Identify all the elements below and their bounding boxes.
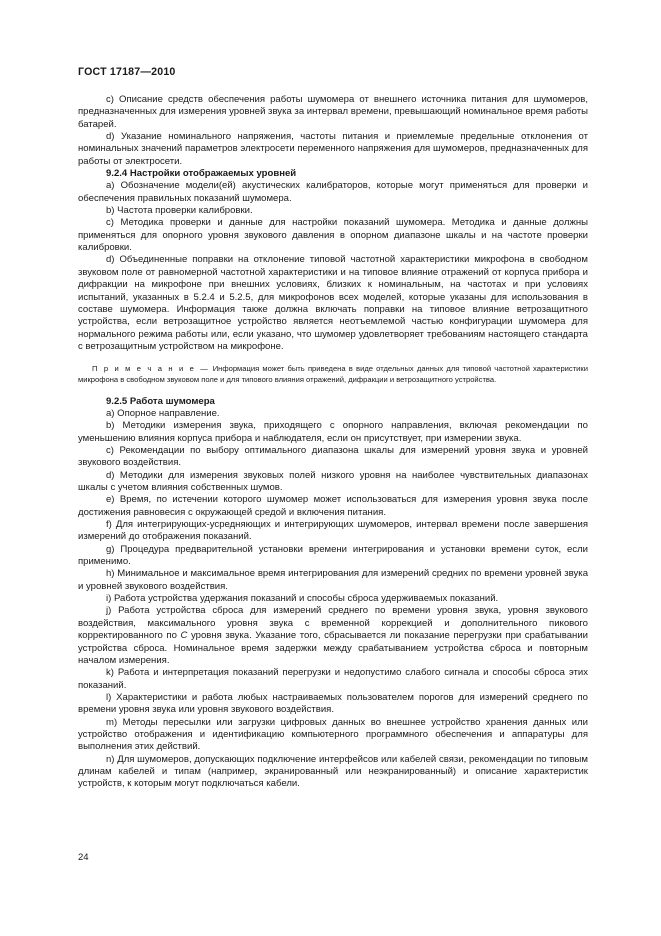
section-heading-9-2-5: 9.2.5 Работа шумомера <box>106 395 215 407</box>
section-heading-9-2-4: 9.2.4 Настройки отображаемых уровней <box>106 168 297 180</box>
item-j-text-start: j) Работа устройства сброса для измерений среднего по времени уровня звука, уровня звукового воздействия, максимального уровня звука с временной коррекцией и дополнительного пикового корректированного по <box>78 605 588 642</box>
item-m-data-transfer: m) Методы пересылки или загрузки цифровых данных во внешнее устройство хранения данных или устройство отображения и идентификацию компьютерного программного обеспечения и аппаратуры для выполнения этих действий. <box>78 716 588 753</box>
item-c-power: с) Описание средств обеспечения работы шумомера от внешнего источника питания для шумомеров, предназначенных для измерения уровней звука за интервал времени, превышающий номинальное время работы батарей. <box>78 94 588 130</box>
item-c-range: с) Рекомендации по выбору оптимального диапазона шкалы для измерений уровня звука и уровней звукового воздействия. <box>78 445 588 469</box>
note-text: Информация может быть приведена в виде отдельных данных для типовой частотной характеристики микрофона в свободном звуковом поле и для типового влияния отражений, дифракции и ветрозащитного устройства. <box>78 364 588 385</box>
item-j-text-end: уровня звука. Указание того, сбрасывается ли показание перегрузки при срабатывании устройства сброса. Номинальное время задержки между срабатыванием устройства сброса и повторным началом измерения. <box>78 630 588 666</box>
note <box>78 363 588 385</box>
item-k-overload: k) Работа и интерпретация показаний перегрузки и недопустимо слабого сигнала и способы сброса этих показаний. <box>78 667 588 691</box>
item-b-methods: b) Методики измерения звука, приходящего с опорного направления, включая рекомендации по уменьшению влияния корпуса прибора и наблюдателя, если он присутствует, при измерении звука. <box>78 420 588 444</box>
item-j-c-letter: C <box>180 630 188 642</box>
item-d-voltage: d) Указание номинального напряжения, частоты питания и приемлемые предельные отклонения от номинальных значений параметров электросети переменного напряжения для шумомеров, предназначенных для работы от электросети. <box>78 131 588 167</box>
item-e-time: е) Время, по истечении которого шумомер может использоваться для измерения уровня звука после достижения равновесия с окружающей средой и включения питания. <box>78 494 588 518</box>
item-l-thresholds: l) Характеристики и работа любых настраиваемых пользователем порогов для измерений среднего по времени уровня звука или уровня звукового воздействия. <box>78 691 588 716</box>
item-d-low-level: d) Методики для измерения звуковых полей низкого уровня на наиболее чувствительных диапазонах шкалы с учетом влияния собственных шумов. <box>78 469 588 494</box>
item-g-preset: g) Процедура предварительной установки времени интегрирования и установки времени суток, если применимо. <box>78 543 588 568</box>
item-c-method: с) Методика проверки и данные для настройки показаний шумомера. Методика и данные должны применяться для опорного уровня звукового давления в опорном диапазоне шкалы и на частоте проверки калибровки. <box>78 217 588 254</box>
item-b-frequency: b) Частота проверки калибровки. <box>106 205 253 217</box>
item-n-cables: n) Для шумомеров, допускающих подключение интерфейсов или кабелей связи, рекомендации по типовым длинам кабелей и типам (например, экранированный или неэкранированный) и описание характеристик устройств, к которым могут подключаться кабели. <box>78 753 588 790</box>
item-j-reset <box>78 605 588 667</box>
item-i-hold: i) Работа устройства удержания показаний и способы сброса удерживаемых показаний. <box>106 593 499 605</box>
body-text <box>78 94 588 791</box>
item-a-reference-direction: а) Опорное направление. <box>106 407 220 419</box>
item-d-corrections: d) Объединенные поправки на отклонение типовой частотной характеристики микрофона в свободном звуковом поле от равномерной частотной характеристики и на типовое влияние отражений от корпуса прибора и дифракции на микрофоне при внешних условиях, близких к номинальным, на частотах и при условиях испытаний, указанных в 5.2.4 и 5.2.5, для микрофонов всех моделей, которые указаны для использования в составе шумомера. Информация также должна включать поправки на типовое влияние ветрозащитного устройства, если ветрозащитное устройство является неотъемлемой частью конфигурации шумомера для нормального режима работы или, если указано, что шумомер удовлетворяет требованиям настоящего стандарта с ветрозащитным устройством на микрофоне. <box>78 254 588 352</box>
page-number: 24 <box>78 852 89 863</box>
item-a-calibrators: а) Обозначение модели(ей) акустических калибраторов, которые могут применяться для проверки и обеспечения правильных показаний шумомера. <box>78 180 588 204</box>
item-h-min-max: h) Минимальное и максимальное время интегрирования для измерений средних по времени уровней звука и уровней звукового воздействия. <box>78 568 588 592</box>
note-label: П р и м е ч а н и е — <box>92 364 210 374</box>
standard-header: ГОСТ 17187—2010 <box>78 66 176 78</box>
item-f-integrating: f) Для интегрирующих-усредняющих и интегрирующих шумомеров, интервал времени после завершения измерений до отображения показаний. <box>78 519 588 543</box>
